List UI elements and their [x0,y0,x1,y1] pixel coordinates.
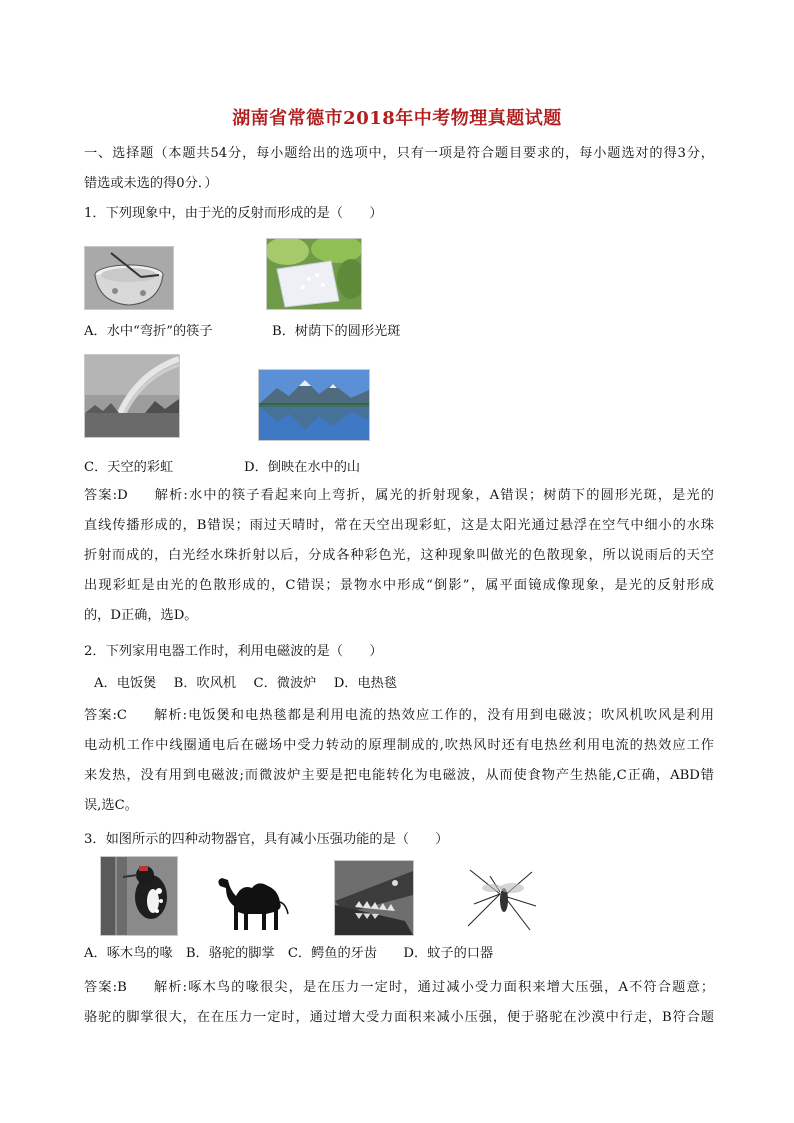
q2-options: A．电饭煲 B．吹风机 C．微波炉 D．电热毯 [94,676,398,691]
q1-image-tree-shadow [266,238,362,310]
q3-options: A．啄木鸟的喙 B．骆驼的脚掌 C．鳄鱼的牙齿 D．蚊子的口器 [84,946,494,961]
q1-image-chopstick-bowl [84,246,174,310]
q1-stem: 1．下列现象中，由于光的反射而形成的是（ ） [84,206,383,221]
q2-stem: 2．下列家用电器工作时，利用电磁波的是（ ） [84,644,383,659]
q1-option-c: C．天空的彩虹 [84,460,174,475]
q2-explanation-4: 误,选C。 [84,798,138,813]
q2-explanation-1: 答案:C 解析:电饭煲和电热毯都是利用电流的热效应工作的，没有用到电磁波；吹风机吹风是利用 [84,708,714,723]
q3-explanation-1: 答案:B 解析:啄木鸟的喙很尖，是在压力一定时，通过减小受力面积来增大压强，A不符合题意； [84,980,715,995]
q3-stem: 3．如图所示的四种动物器官，具有减小压强功能的是（ ） [84,832,449,847]
page-title: 湖南省常德市2018年中考物理真题试题 [232,108,562,129]
section-heading-cont: 错选或未选的得0分．） [84,176,218,191]
q1-explanation-5: 的，D正确，选D。 [84,608,198,623]
q3-image-crocodile [334,860,414,936]
q1-answer: 答案:D [84,488,128,503]
q1-option-d: D．倒映在水中的山 [244,460,361,475]
q1-explanation-4: 出现彩虹是由光的色散形成的，C错误；景物水中形成“倒影”，属平面镜成像现象，是光的反射形成 [84,578,714,593]
q1-option-b: B．树荫下的圆形光斑 [272,324,401,339]
q3-image-camel [212,870,296,934]
q1-option-a: A．水中“弯折”的筷子 [84,324,213,339]
q3-image-mosquito [460,864,542,934]
q1-explanation-3: 折射而成的，白光经水珠折射以后，分成各种彩色光，这种现象叫做光的色散现象，所以说雨后的天空 [84,548,714,563]
q3-image-woodpecker [100,856,178,936]
q1-explanation-1: 答案:D 解析:水中的筷子看起来向上弯折，属光的折射现象，A错误；树荫下的圆形光斑，是光的 [84,488,714,503]
section-heading: 一、选择题（本题共54分，每小题给出的选项中，只有一项是符合题目要求的，每小题选对的得3分， [84,146,714,161]
q1-image-mountain-reflection [258,369,370,441]
q1-explanation-2: 直线传播形成的，B错误；雨过天晴时，常在天空出现彩虹，这是太阳光通过悬浮在空气中细小的水珠 [84,518,714,533]
q3-explanation-2: 骆驼的脚掌很大，在在压力一定时，通过增大受力面积来减小压强，便于骆驼在沙漠中行走，B符合题 [84,1010,714,1025]
q1-image-rainbow [84,354,180,438]
q3-answer: 答案:B [84,980,127,995]
q2-answer: 答案:C [84,708,128,723]
q2-explanation-3: 来发热，没有用到电磁波;而微波炉主要是把电能转化为电磁波，从而使食物产生热能,C正确，ABD错 [84,768,714,783]
q2-explanation-2: 电动机工作中线圈通电后在磁场中受力转动的原理制成的,吹热风时还有电热丝利用电流的热效应工作 [84,738,714,753]
